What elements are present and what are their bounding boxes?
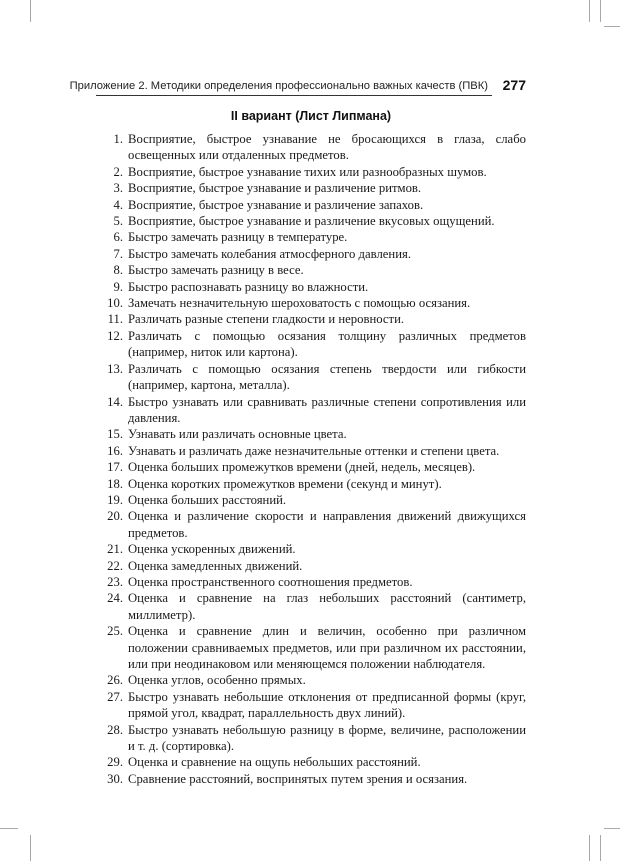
list-item-number: 6. — [113, 230, 123, 245]
list-item — [96, 443, 526, 459]
list-item — [96, 361, 526, 394]
crop-mark-bottom-left-horizontal — [0, 828, 18, 829]
crop-mark-top-right-vertical-2 — [600, 0, 601, 22]
list-item-text: Узнавать или различать основные цвета. — [128, 427, 347, 442]
list-item-text: Оценка и сравнение на ощупь небольших расстояний. — [128, 755, 421, 770]
list-item — [96, 180, 526, 196]
list-item-text: Быстро замечать разницу в весе. — [128, 263, 304, 278]
list-item-text: Оценка углов, особенно прямых. — [128, 673, 306, 688]
list-item-text: Быстро узнавать или сравнивать различные степени сопротивления или давления. — [128, 394, 526, 425]
list-item-text: Восприятие, быстрое узнавание и различение запахов. — [128, 197, 424, 212]
list-item — [96, 771, 526, 787]
list-item — [96, 722, 526, 755]
page-header — [69, 77, 526, 98]
list-item-text: Быстро замечать колебания атмосферного давления. — [128, 246, 412, 261]
list-item — [96, 279, 526, 295]
list-item-number: 29. — [107, 755, 123, 770]
list-item — [96, 558, 526, 574]
list-item-text: Оценка и сравнение длин и величин, особенно при различном положении сравниваемых предметов, или при различном их расстоянии, или при неодинаковом или меняющемся положении наблюдателя. — [128, 624, 526, 671]
list-item — [96, 229, 526, 245]
list-item-number: 2. — [113, 164, 123, 179]
list-item-text: Оценка и сравнение на глаз небольших расстояний (сантиметр, миллиметр). — [128, 591, 526, 622]
list-item — [96, 492, 526, 508]
list-item-number: 26. — [107, 673, 123, 688]
running-head: Приложение 2. Методики определения профессионально важных качеств (ПВК) — [69, 80, 488, 92]
section-title: II вариант (Лист Липмана) — [230, 109, 392, 123]
list-item — [96, 459, 526, 475]
header-rule — [96, 95, 492, 96]
list-item — [96, 672, 526, 688]
list-item-number: 14. — [107, 394, 123, 409]
list-item-number: 30. — [107, 771, 123, 786]
list-item-text: Восприятие, быстрое узнавание тихих или разнообразных шумов. — [128, 164, 487, 179]
list-item-number: 3. — [113, 181, 123, 196]
list-item — [96, 476, 526, 492]
list-item-number: 22. — [107, 558, 123, 573]
list-item — [96, 328, 526, 361]
list-item-number: 7. — [113, 246, 123, 261]
list-item-text: Быстро распознавать разницу во влажности. — [128, 279, 369, 294]
list-item — [96, 246, 526, 262]
list-item-text: Замечать незначительную шероховатость с помощью осязания. — [128, 296, 471, 311]
list-item — [96, 574, 526, 590]
list-item-text: Оценка и различение скорости и направления движений движущихся предметов. — [128, 509, 526, 540]
list-item-number: 21. — [107, 542, 123, 557]
list-item — [96, 689, 526, 722]
list-item-text: Быстро узнавать небольшую разницу в форме, величине, расположении и т. д. (сортировка). — [128, 722, 526, 754]
list-item-text: Оценка больших промежутков времени (дней, недель, месяцев). — [128, 460, 476, 475]
list-item-text: Быстро узнавать небольшие отклонения от предписанной формы (круг, прямой угол, квадрат, параллельность двух линий). — [128, 689, 526, 721]
list-item-number: 12. — [107, 328, 123, 343]
crop-mark-top-right-horizontal — [604, 26, 620, 27]
list-item — [96, 754, 526, 770]
list-item-number: 9. — [113, 279, 123, 294]
list-item — [96, 590, 526, 623]
list-item — [96, 394, 526, 427]
list-item-text: Оценка коротких промежутков времени (секунд и минут). — [128, 476, 442, 491]
list-item-number: 20. — [107, 509, 123, 524]
crop-mark-top-left-vertical — [30, 0, 31, 22]
list-item — [96, 131, 526, 164]
list-item — [96, 426, 526, 442]
list-item-text: Оценка замедленных движений. — [128, 558, 303, 573]
list-item-text: Различать с помощью осязания толщину различных предметов (например, ниток или картона). — [128, 328, 526, 360]
crop-mark-bottom-right-horizontal — [604, 828, 620, 829]
page-number: 277 — [502, 77, 526, 93]
list-item-number: 24. — [107, 591, 123, 606]
list-item-number: 4. — [113, 197, 123, 212]
list-item — [96, 541, 526, 557]
list-item — [96, 311, 526, 327]
list-item-number: 13. — [107, 361, 123, 376]
list-item-text: Оценка ускоренных движений. — [128, 542, 296, 557]
list-item-number: 8. — [113, 263, 123, 278]
crop-mark-bottom-right-vertical-2 — [600, 835, 601, 861]
list-item — [96, 295, 526, 311]
list-item-text: Быстро замечать разницу в температуре. — [128, 230, 348, 245]
list-item-text: Восприятие, быстрое узнавание и различение вкусовых ощущений. — [128, 214, 495, 229]
list-item-text: Восприятие, быстрое узнавание не бросающихся в глаза, слабо освещенных или отдаленных предметов. — [128, 132, 526, 163]
list-item-number: 25. — [107, 624, 123, 639]
list-item-number: 11. — [107, 312, 123, 327]
list-item-number: 16. — [107, 443, 123, 458]
list-item-text: Сравнение расстояний, воспринятых путем зрения и осязания. — [128, 771, 468, 786]
list-item-text: Восприятие, быстрое узнавание и различение ритмов. — [128, 181, 422, 196]
list-item-number: 23. — [107, 574, 123, 589]
list-item-number: 27. — [107, 689, 123, 704]
list-item-number: 28. — [107, 722, 123, 737]
numbered-list — [96, 131, 526, 787]
crop-mark-bottom-right-vertical-1 — [589, 835, 590, 861]
list-item — [96, 197, 526, 213]
list-item — [96, 508, 526, 541]
list-item-text: Узнавать и различать даже незначительные оттенки и степени цвета. — [128, 443, 500, 458]
list-item-number: 10. — [107, 296, 123, 311]
list-item — [96, 164, 526, 180]
list-item-number: 5. — [113, 214, 123, 229]
list-item-text: Оценка пространственного соотношения предметов. — [128, 574, 413, 589]
list-item-text: Оценка больших расстояний. — [128, 492, 287, 507]
list-item — [96, 623, 526, 672]
crop-mark-bottom-left-vertical — [30, 835, 31, 861]
list-item-number: 18. — [107, 476, 123, 491]
list-item-number: 15. — [107, 427, 123, 442]
list-item-text: Различать разные степени гладкости и неровности. — [128, 312, 405, 327]
list-item-number: 17. — [107, 460, 123, 475]
list-item — [96, 213, 526, 229]
list-item-number: 19. — [107, 492, 123, 507]
list-item-number: 1. — [113, 132, 123, 146]
list-item — [96, 262, 526, 278]
list-item-text: Различать с помощью осязания степень твердости или гибкости (например, картона, металла). — [128, 361, 526, 393]
crop-mark-top-right-vertical-1 — [589, 0, 590, 22]
